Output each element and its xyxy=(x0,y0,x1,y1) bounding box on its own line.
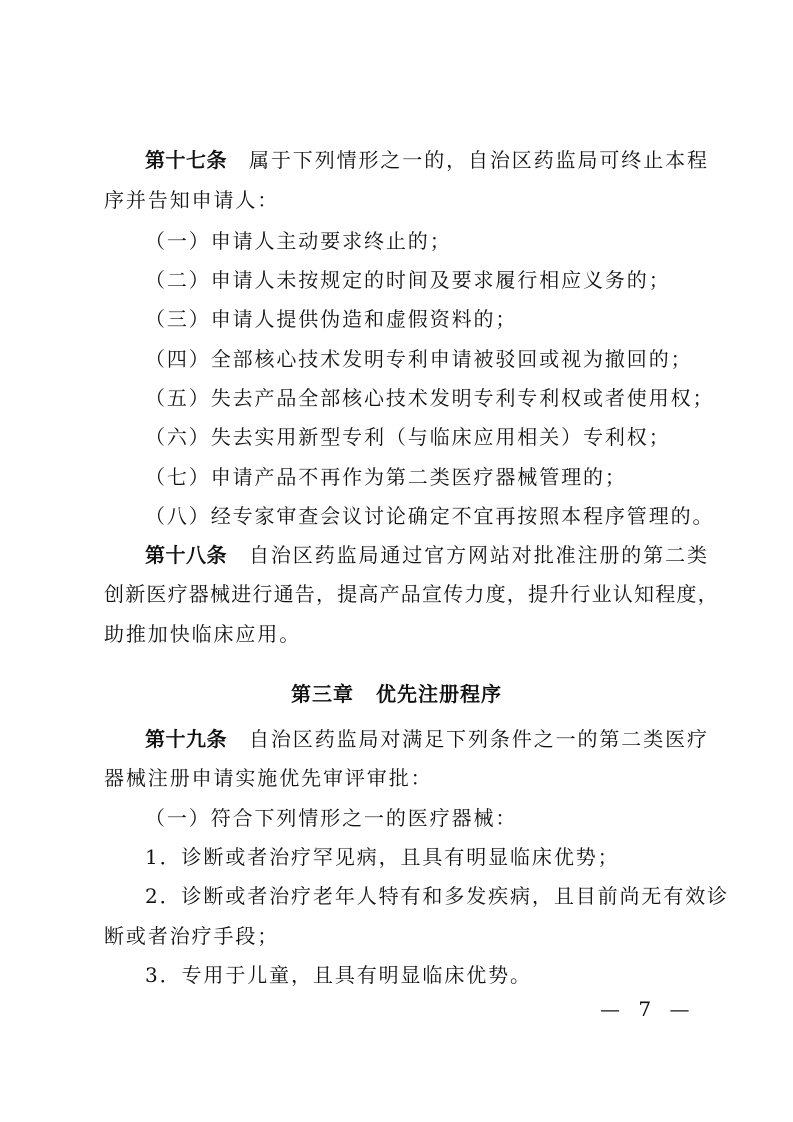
article-17-item-7: （七）申请产品不再作为第二类医疗器械管理的； xyxy=(145,465,627,489)
article-18-heading: 第十八条 xyxy=(145,543,227,567)
article-19-point-2-line2: 断或者治疗手段； xyxy=(104,924,280,948)
article-19-paragraph xyxy=(145,725,745,753)
article-17-item-3: （三）申请人提供伪造和虚假资料的； xyxy=(145,307,518,331)
article-17-item-1: （一）申请人主动要求终止的； xyxy=(145,229,452,253)
article-17-paragraph xyxy=(145,146,745,174)
article-18-text-line3: 助推加快临床应用。 xyxy=(104,622,302,646)
article-17-heading: 第十七条 xyxy=(145,148,227,172)
article-19-point-2-line1: 2．诊断或者治疗老年人特有和多发疾病，且目前尚无有效诊 xyxy=(145,884,730,908)
article-19-text-line2: 器械注册申请实施优先审评审批： xyxy=(104,766,433,790)
chapter-heading xyxy=(0,680,793,708)
article-19-subitem-1: （一）符合下列情形之一的医疗器械： xyxy=(145,806,518,830)
page-number: — 7 — xyxy=(600,997,696,1021)
article-19-text-line1: 自治区药监局对满足下列条件之一的第二类医疗 xyxy=(249,727,709,751)
article-17-text-line2: 序并告知申请人： xyxy=(104,188,280,212)
article-17-item-2: （二）申请人未按规定的时间及要求履行相应义务的； xyxy=(145,268,671,292)
article-18-text-line1: 自治区药监局通过官方网站对批准注册的第二类 xyxy=(249,543,709,567)
article-19-point-1: 1．诊断或者治疗罕见病，且具有明显临床优势； xyxy=(145,845,620,869)
chapter-number: 第三章 xyxy=(291,682,354,706)
article-17-item-6: （六）失去实用新型专利（与临床应用相关）专利权； xyxy=(145,425,671,449)
article-17-item-5: （五）失去产品全部核心技术发明专利专利权或者使用权； xyxy=(145,386,715,410)
chapter-title: 优先注册程序 xyxy=(376,682,502,706)
article-17-item-4: （四）全部核心技术发明专利申请被驳回或视为撤回的； xyxy=(145,347,693,371)
article-18-text-line2: 创新医疗器械进行通告，提高产品宣传力度，提升行业认知程度， xyxy=(104,582,719,606)
article-17-item-8: （八）经专家审查会议讨论确定不宜再按照本程序管理的。 xyxy=(145,504,715,528)
article-19-heading: 第十九条 xyxy=(145,727,227,751)
article-17-text-line1: 属于下列情形之一的，自治区药监局可终止本程 xyxy=(249,148,709,172)
article-19-point-3: 3．专用于儿童，且具有明显临床优势。 xyxy=(145,963,532,987)
article-18-paragraph xyxy=(145,541,745,569)
